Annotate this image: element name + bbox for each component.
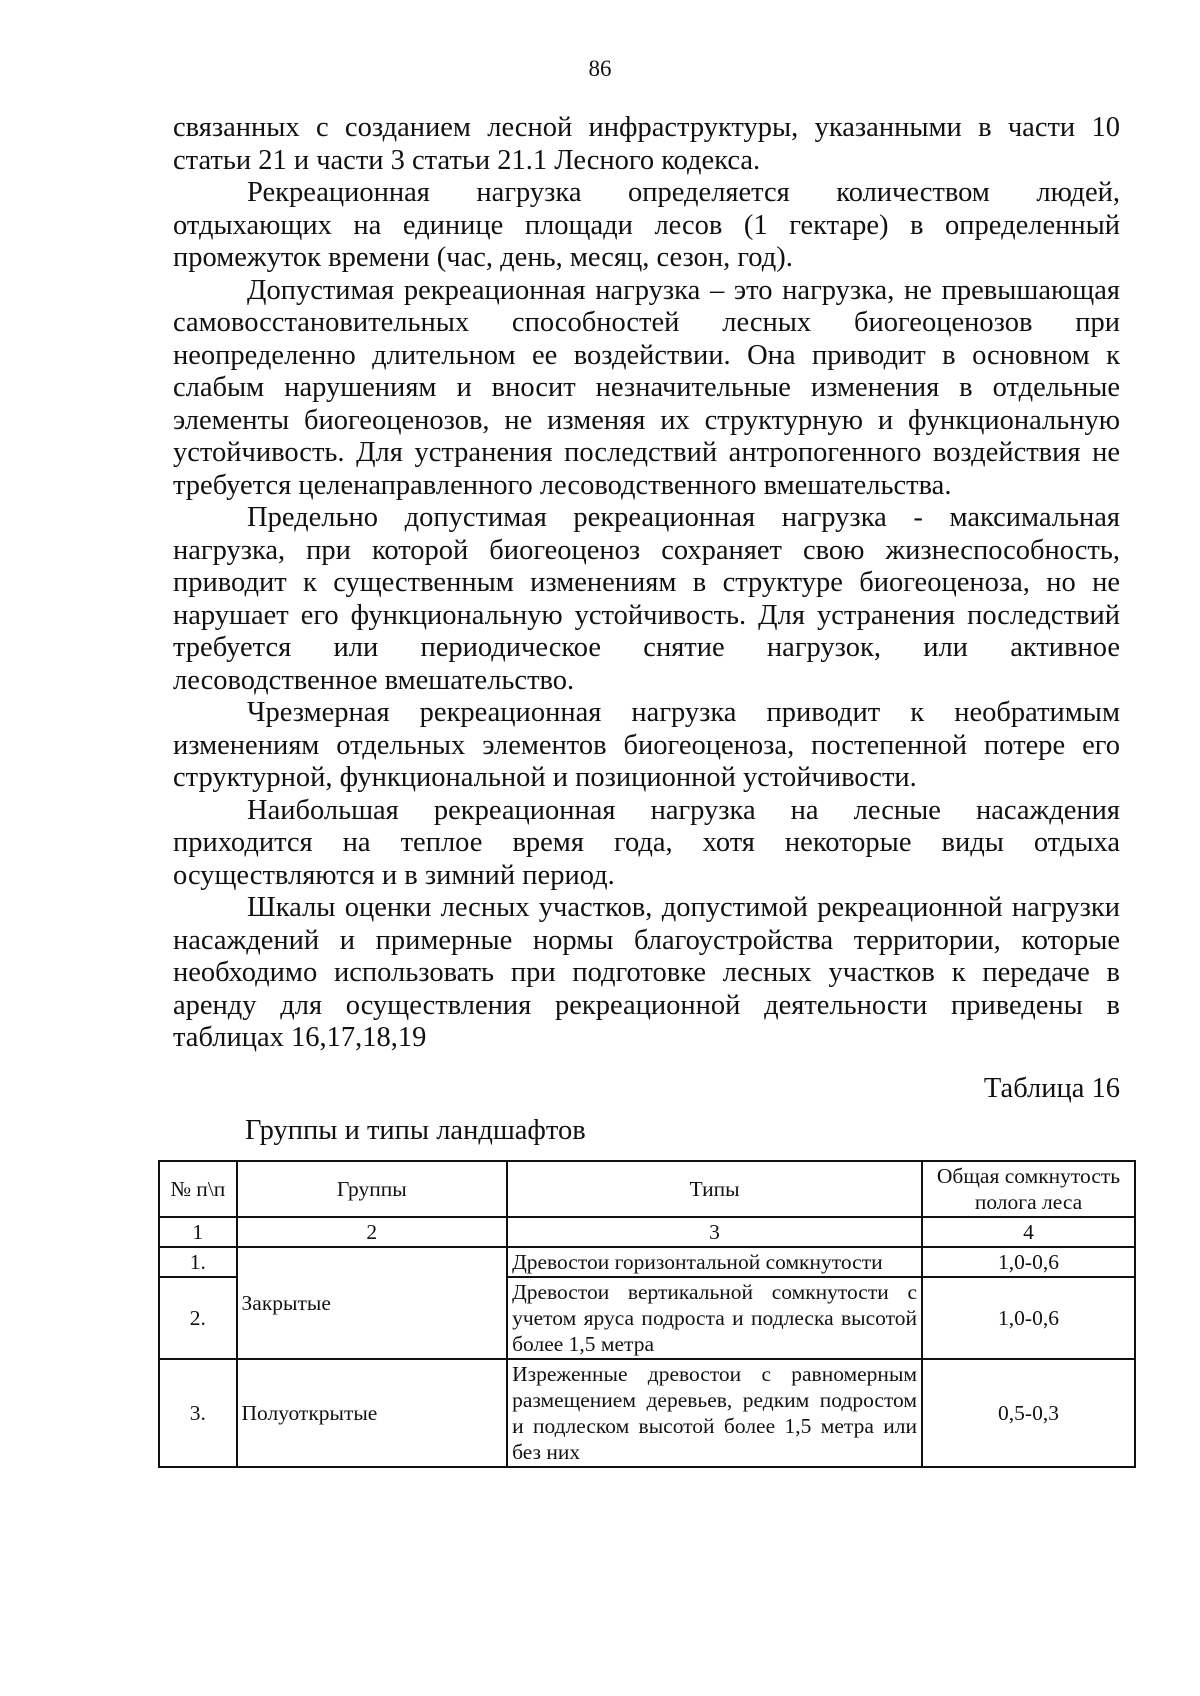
row-canopy-closure: 0,5-0,3 (922, 1359, 1135, 1467)
row-number: 3. (159, 1359, 237, 1467)
row-type: Древостои горизонтальной сомкнутости (507, 1247, 922, 1277)
column-number: 2 (237, 1217, 508, 1247)
header-canopy-closure: Общая сомкнутость полога леса (922, 1161, 1135, 1217)
paragraph-recreational-load: Рекреационная нагрузка определяется количеством людей, отдыхающих на единице площади лесов (1 гектаре) в определенный промежуток времени (час, день, месяц, сезон, год). (173, 177, 1120, 273)
table-column-numbers-row (159, 1217, 1135, 1247)
landscape-types-table (158, 1160, 1136, 1468)
table-title: Группы и типы ландшафтов (245, 1115, 586, 1146)
header-number: № п\п (159, 1161, 237, 1217)
table-row (159, 1359, 1135, 1467)
row-canopy-closure: 1,0-0,6 (922, 1277, 1135, 1359)
row-group: Полуоткрытые (237, 1359, 508, 1467)
header-groups: Группы (237, 1161, 508, 1217)
table-header-row (159, 1161, 1135, 1217)
row-canopy-closure: 1,0-0,6 (922, 1247, 1135, 1277)
header-types: Типы (507, 1161, 922, 1217)
row-type: Изреженные древостои с равномерным размещением деревьев, редким подростом и подлеском высотой более 1,5 метра или без них (507, 1359, 922, 1467)
page-number: 86 (588, 56, 612, 81)
paragraph-seasonal-load: Наибольшая рекреационная нагрузка на лесные насаждения приходится на теплое время года, хотя некоторые виды отдыха осуществляются и в зимний период. (173, 794, 1120, 891)
row-type: Древостои вертикальной сомкнутости с учетом яруса подроста и подлеска высотой более 1,5 метра (507, 1277, 922, 1359)
row-number: 1. (159, 1247, 237, 1277)
body-text (173, 112, 1120, 1055)
paragraph-scales-reference: Шкалы оценки лесных участков, допустимой рекреационной нагрузки насаждений и примерные нормы благоустройства территории, которые необходимо использовать при подготовке лесных участков к передаче в аренду для осуществления рекреационной деятельности приведены в таблицах 16,17,18,19 (173, 892, 1120, 1053)
paragraph-excessive-load: Чрезмерная рекреационная нагрузка приводит к необратимым изменениям отдельных элементов биогеоценоза, постепенной потере его структурной, функциональной и позиционной устойчивости. (173, 697, 1120, 793)
column-number: 3 (507, 1217, 922, 1247)
paragraph-max-permissible-load: Предельно допустимая рекреационная нагрузка - максимальная нагрузка, при которой биогеоценоз сохраняет свою жизнеспособность, приводит к существенным изменениям в структуре биогеоценоза, но не нарушает его функциональную устойчивость. Для устранения последствий требуется или периодическое снятие нагрузок, или активное лесоводственное вмешательство. (173, 502, 1120, 696)
row-group: Закрытые (237, 1247, 508, 1359)
column-number: 4 (922, 1217, 1135, 1247)
row-number: 2. (159, 1277, 237, 1359)
table-label: Таблица 16 (983, 1073, 1120, 1104)
paragraph-permissible-load: Допустимая рекреационная нагрузка – это нагрузка, не превышающая самовосстановительных способностей лесных биогеоценозов при неопределенно длительном ее воздействии. Она приводит в основном к слабым нарушениям и вносит незначительные изменения в отдельные элементы биогеоценозов, не изменяя их структурную и функциональную устойчивость. Для устранения последствий антропогенного воздействия не требуется целенаправленного лесоводственного вмешательства. (173, 274, 1120, 501)
paragraph-continuation: связанных с созданием лесной инфраструктуры, указанными в части 10 статьи 21 и части 3 статьи 21.1 Лесного кодекса. (173, 112, 1120, 176)
column-number: 1 (159, 1217, 237, 1247)
table-row (159, 1247, 1135, 1277)
